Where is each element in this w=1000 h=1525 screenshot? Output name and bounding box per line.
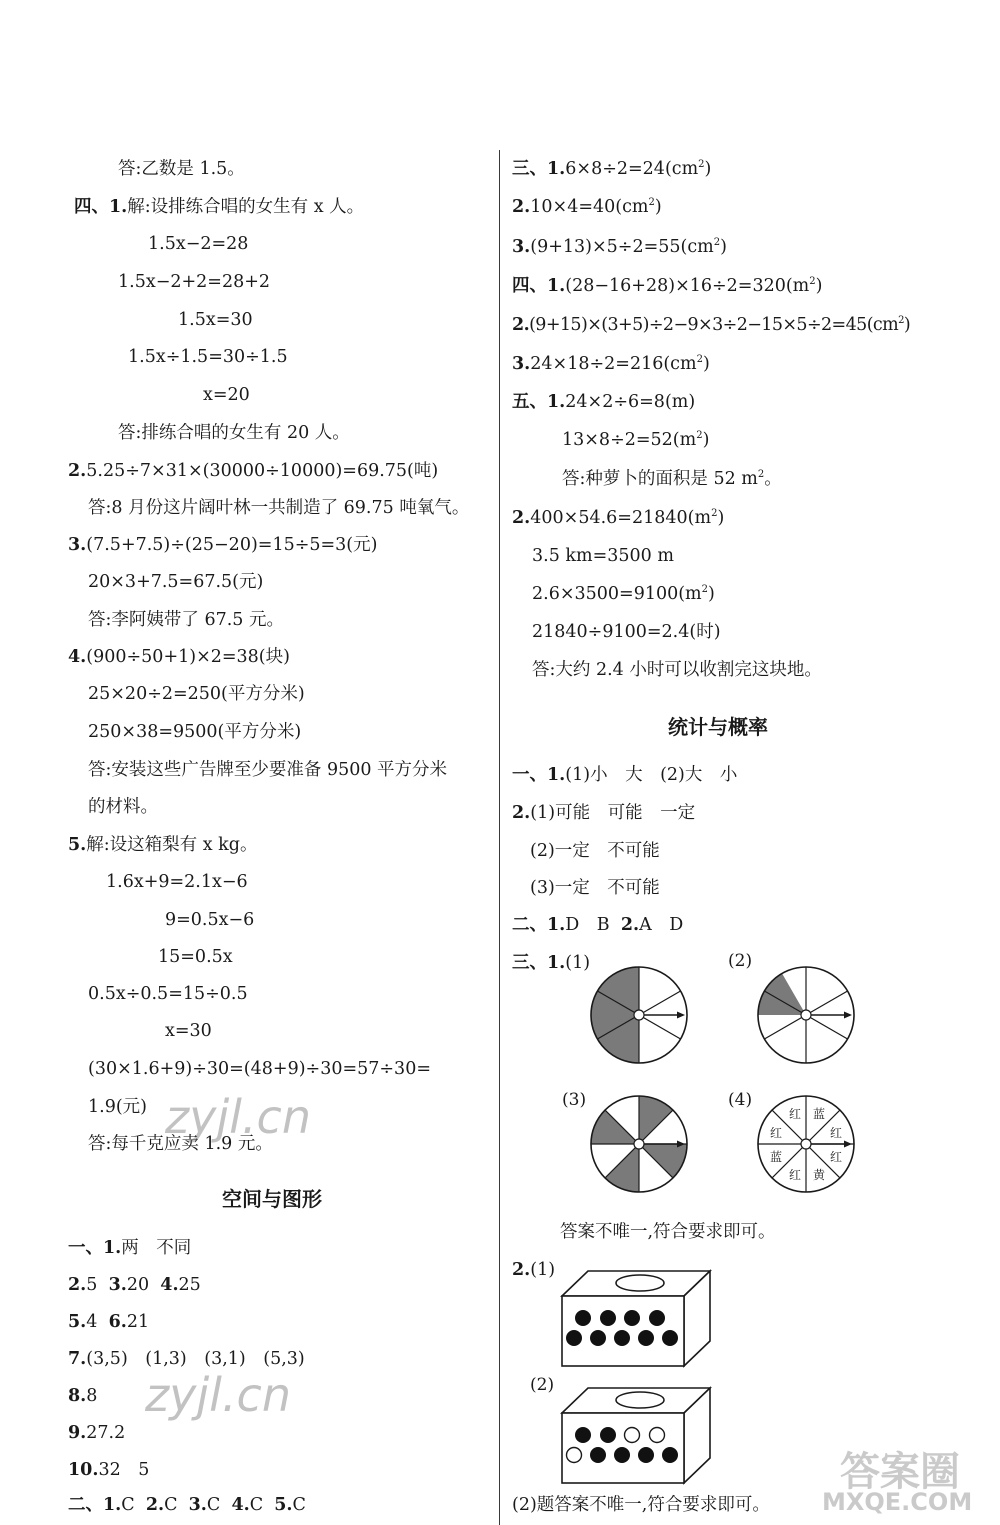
question-number: 2. <box>68 461 87 481</box>
equation-line: 1.6x+9=2.1x−6 <box>106 872 248 892</box>
answer-text: C <box>121 1495 135 1515</box>
white-ball <box>650 1428 665 1443</box>
black-ball <box>649 1310 665 1326</box>
answer-text: 13×8÷2=52(m <box>562 430 697 450</box>
answer-text: 8 <box>86 1386 98 1406</box>
question-number: 2. <box>145 1495 165 1515</box>
watermark: 答案圈 <box>840 1449 960 1495</box>
question-line <box>68 533 377 557</box>
question-number: 四、1. <box>74 197 128 217</box>
superscript: 2 <box>711 508 718 519</box>
white-ball <box>625 1428 640 1443</box>
answer-text: (1)可能 可能 一定 <box>530 803 696 823</box>
watermark: zyjl.cn <box>165 1090 311 1144</box>
answer-text: (28−16+28)×16÷2=320(m <box>565 276 810 296</box>
question-number: 8. <box>68 1386 87 1406</box>
watermark: MXQE.COM <box>822 1488 973 1516</box>
answer-text: 21 <box>126 1312 150 1332</box>
answer-text: (3,5) (1,3) (3,1) (5,3) <box>86 1349 305 1369</box>
answer-line <box>68 1273 201 1297</box>
equation-line: 1.5x=30 <box>178 310 253 330</box>
black-ball <box>638 1330 654 1346</box>
answer-line <box>512 506 724 530</box>
question-number: 五、1. <box>512 392 566 412</box>
section-heading: 空间与图形 <box>222 1187 322 1211</box>
black-ball <box>566 1330 582 1346</box>
question-line <box>512 1258 555 1282</box>
black-ball <box>624 1310 640 1326</box>
shaded-sector <box>591 1110 639 1144</box>
sector-label: 黄 <box>812 1168 826 1182</box>
question-number: 一、1. <box>512 765 566 785</box>
spinner-2 <box>756 965 856 1065</box>
answer-text: 20 <box>126 1275 150 1295</box>
answer-text: D B <box>565 915 610 935</box>
shaded-sector <box>605 1144 639 1192</box>
answer-line: 答:每千克应卖 1.9 元。 <box>88 1134 273 1154</box>
equation-line: 1.5x÷1.5=30÷1.5 <box>128 347 288 367</box>
question-number: 2. <box>68 1275 87 1295</box>
answer-text: ) <box>708 584 715 604</box>
question-number: 3. <box>108 1275 127 1295</box>
answer-text: C <box>292 1495 306 1515</box>
answer-text: C <box>206 1495 221 1515</box>
question-line <box>68 833 257 857</box>
ball-box-1 <box>558 1268 718 1368</box>
answer-text: 6×8÷2=24(cm <box>565 159 699 179</box>
black-ball <box>614 1447 630 1463</box>
answer-line <box>512 763 737 787</box>
question-number: 5. <box>68 835 87 855</box>
answer-line <box>512 951 590 975</box>
answer-line <box>68 1458 149 1482</box>
superscript: 2 <box>701 584 709 595</box>
black-ball <box>638 1447 654 1463</box>
question-line <box>68 645 290 669</box>
question-text: (900÷50+1)×2=38(块) <box>86 647 290 667</box>
answer-text: 2.6×3500=9100(m <box>532 584 702 604</box>
equation-line: 1.5x−2=28 <box>148 234 249 254</box>
answer-text: (1) <box>565 953 591 973</box>
question-number: 3. <box>512 354 531 374</box>
question-number: 2. <box>512 803 531 823</box>
box-opening <box>616 1392 664 1408</box>
question-number: 2. <box>512 1260 531 1280</box>
answer-line <box>512 313 910 337</box>
equation-line: 1.9(元) <box>88 1097 147 1117</box>
equation-line: 250×38=9500(平方分米) <box>88 722 302 742</box>
answer-line: 答:安装这些广告牌至少要准备 9500 平方分米 <box>88 760 448 780</box>
spinner-4 <box>756 1094 856 1194</box>
answer-line <box>512 390 695 414</box>
answer-text: 5 <box>86 1275 98 1295</box>
question-number: 5. <box>274 1495 293 1515</box>
answer-text: (1)小 大 (2)大 小 <box>565 765 738 785</box>
answer-line <box>512 801 695 825</box>
question-text: 解:设这箱梨有 x kg。 <box>86 835 258 855</box>
answer-text: (1) <box>530 1260 556 1280</box>
answer-line: 答:李阿姨带了 67.5 元。 <box>88 610 284 630</box>
question-number: 四、1. <box>512 276 566 296</box>
answer-text: 4 <box>86 1312 98 1332</box>
answer-text: ) <box>702 430 710 450</box>
black-ball <box>614 1330 630 1346</box>
equation-line: 20×3+7.5=67.5(元) <box>88 572 264 592</box>
answer-line: (2)一定 不可能 <box>530 841 660 861</box>
answer-line <box>512 352 710 376</box>
question-number: 10. <box>68 1460 99 1480</box>
white-ball <box>567 1448 582 1463</box>
answer-text: C <box>249 1495 264 1515</box>
sector-label: 红 <box>788 1107 802 1121</box>
answer-text: (9+15)×(3+5)÷2−9×3÷2−15×5÷2=45(cm <box>529 315 899 335</box>
answer-text: 两 不同 <box>121 1238 192 1258</box>
box-opening <box>616 1275 664 1291</box>
question-text: 5.25÷7×31×(30000÷10000)=69.75(吨) <box>86 461 439 481</box>
answer-line: 的材料。 <box>88 797 158 817</box>
equation-line: 25×20÷2=250(平方分米) <box>88 684 305 704</box>
equation-line: 1.5x−2+2=28+2 <box>118 272 271 292</box>
shaded-sector <box>639 1144 687 1178</box>
question-line <box>74 195 364 219</box>
answer-text: 32 5 <box>98 1460 150 1480</box>
answer-line <box>512 913 683 937</box>
answer-line <box>68 1310 149 1334</box>
answer-text: 答:种萝卜的面积是 52 m <box>562 469 758 489</box>
answer-text: 25 <box>178 1275 201 1295</box>
answer-line <box>512 235 727 259</box>
sector-label: 红 <box>769 1126 783 1140</box>
spinner-3 <box>589 1094 689 1194</box>
question-line <box>68 459 438 483</box>
superscript: 2 <box>696 430 703 441</box>
answer-line: 答:排练合唱的女生有 20 人。 <box>118 423 350 443</box>
note-line: 答案不唯一,符合要求即可。 <box>560 1222 776 1242</box>
question-number: 3. <box>68 535 87 555</box>
answer-text: 10×4=40(cm <box>530 197 649 217</box>
answer-line <box>562 428 709 452</box>
black-ball <box>575 1427 591 1443</box>
black-ball <box>590 1330 606 1346</box>
equation-line: 9=0.5x−6 <box>165 910 255 930</box>
question-number: 2. <box>512 197 531 217</box>
question-number: 9. <box>68 1423 87 1443</box>
answer-line <box>512 274 823 298</box>
question-number: 5. <box>68 1312 87 1332</box>
answer-text: ) <box>654 197 662 217</box>
figure-label: (2) <box>728 951 753 971</box>
black-ball <box>590 1447 606 1463</box>
answer-line <box>532 582 715 606</box>
superscript: 2 <box>698 159 705 170</box>
superscript: 2 <box>898 315 904 326</box>
sector-label: 蓝 <box>812 1107 826 1121</box>
equation-line: 15=0.5x <box>158 947 233 967</box>
equation-line: x=30 <box>165 1021 212 1041</box>
question-number: 7. <box>68 1349 87 1369</box>
question-number: 4. <box>231 1495 250 1515</box>
sector-label: 红 <box>829 1150 843 1164</box>
question-number: 4. <box>68 647 87 667</box>
watermark: zyjl.cn <box>145 1368 291 1422</box>
question-number: 2. <box>512 508 531 528</box>
question-number: 二、1. <box>512 915 566 935</box>
black-ball <box>662 1447 678 1463</box>
answer-line <box>68 1421 125 1445</box>
equation-line: (30×1.6+9)÷30=(48+9)÷30=57÷30= <box>88 1059 431 1079</box>
answer-line <box>68 1236 191 1260</box>
question-number: 一、1. <box>68 1238 122 1258</box>
question-text: 解:设排练合唱的女生有 x 人。 <box>127 197 365 217</box>
ball-box-2 <box>558 1385 718 1485</box>
superscript: 2 <box>648 197 655 208</box>
answer-text: ) <box>704 159 712 179</box>
answer-text: A D <box>639 915 684 935</box>
figure-label: (2) <box>530 1375 555 1395</box>
answer-line: (3)一定 不可能 <box>530 878 660 898</box>
note-line: (2)题答案不唯一,符合要求即可。 <box>512 1495 770 1515</box>
equation-line: 0.5x÷0.5=15÷0.5 <box>88 984 248 1004</box>
question-number: 6. <box>108 1312 127 1332</box>
answer-text: 400×54.6=21840(m <box>530 508 712 528</box>
black-ball <box>600 1310 616 1326</box>
superscript: 2 <box>696 354 703 365</box>
answer-text: ) <box>717 508 725 528</box>
question-text: (7.5+7.5)÷(25−20)=15÷5=3(元) <box>86 535 378 555</box>
question-number: 2. <box>620 915 640 935</box>
answer-line <box>512 157 711 181</box>
answer-line <box>562 467 782 491</box>
answer-line: 21840÷9100=2.4(时) <box>532 622 721 642</box>
answer-line <box>512 195 662 219</box>
shaded-sector <box>639 1096 673 1144</box>
superscript: 2 <box>757 469 765 480</box>
spinner-1 <box>589 965 689 1065</box>
question-number: 三、1. <box>512 159 566 179</box>
black-ball <box>662 1330 678 1346</box>
answer-text: 27.2 <box>86 1423 126 1443</box>
column-divider <box>499 150 500 1525</box>
sector-label: 蓝 <box>769 1150 783 1164</box>
answer-text: 24×18÷2=216(cm <box>530 354 697 374</box>
sector-label: 红 <box>829 1126 843 1140</box>
answer-text: 24×2÷6=8(m) <box>565 392 696 412</box>
answer-text: ) <box>720 237 727 257</box>
answer-text: (9+13)×5÷2=55(cm <box>530 237 714 257</box>
figure-label: (3) <box>562 1090 587 1110</box>
answer-line: 答:乙数是 1.5。 <box>118 159 245 179</box>
question-number: 三、1. <box>512 953 566 973</box>
answer-line: 答:8 月份这片阔叶林一共制造了 69.75 吨氧气。 <box>88 498 470 518</box>
sector-label: 红 <box>788 1168 802 1182</box>
answer-line <box>68 1493 306 1517</box>
superscript: 2 <box>713 237 721 248</box>
equation-line: x=20 <box>203 385 250 405</box>
black-ball <box>600 1427 616 1443</box>
answer-line: 答:大约 2.4 小时可以收割完这块地。 <box>532 660 822 680</box>
answer-line <box>68 1384 97 1408</box>
answer-text: ) <box>815 276 823 296</box>
answer-text: C <box>164 1495 178 1515</box>
question-number: 2. <box>512 315 530 335</box>
black-ball <box>575 1310 591 1326</box>
answer-text: ) <box>702 354 710 374</box>
answer-line: 3.5 km=3500 m <box>532 546 674 566</box>
question-number: 3. <box>188 1495 207 1515</box>
section-heading: 统计与概率 <box>668 715 768 739</box>
superscript: 2 <box>809 276 816 287</box>
question-number: 4. <box>160 1275 179 1295</box>
question-number: 3. <box>512 237 531 257</box>
figure-label: (4) <box>728 1090 753 1110</box>
answer-text: 。 <box>764 469 782 489</box>
answer-text: ) <box>903 315 911 335</box>
question-number: 二、1. <box>68 1495 122 1515</box>
